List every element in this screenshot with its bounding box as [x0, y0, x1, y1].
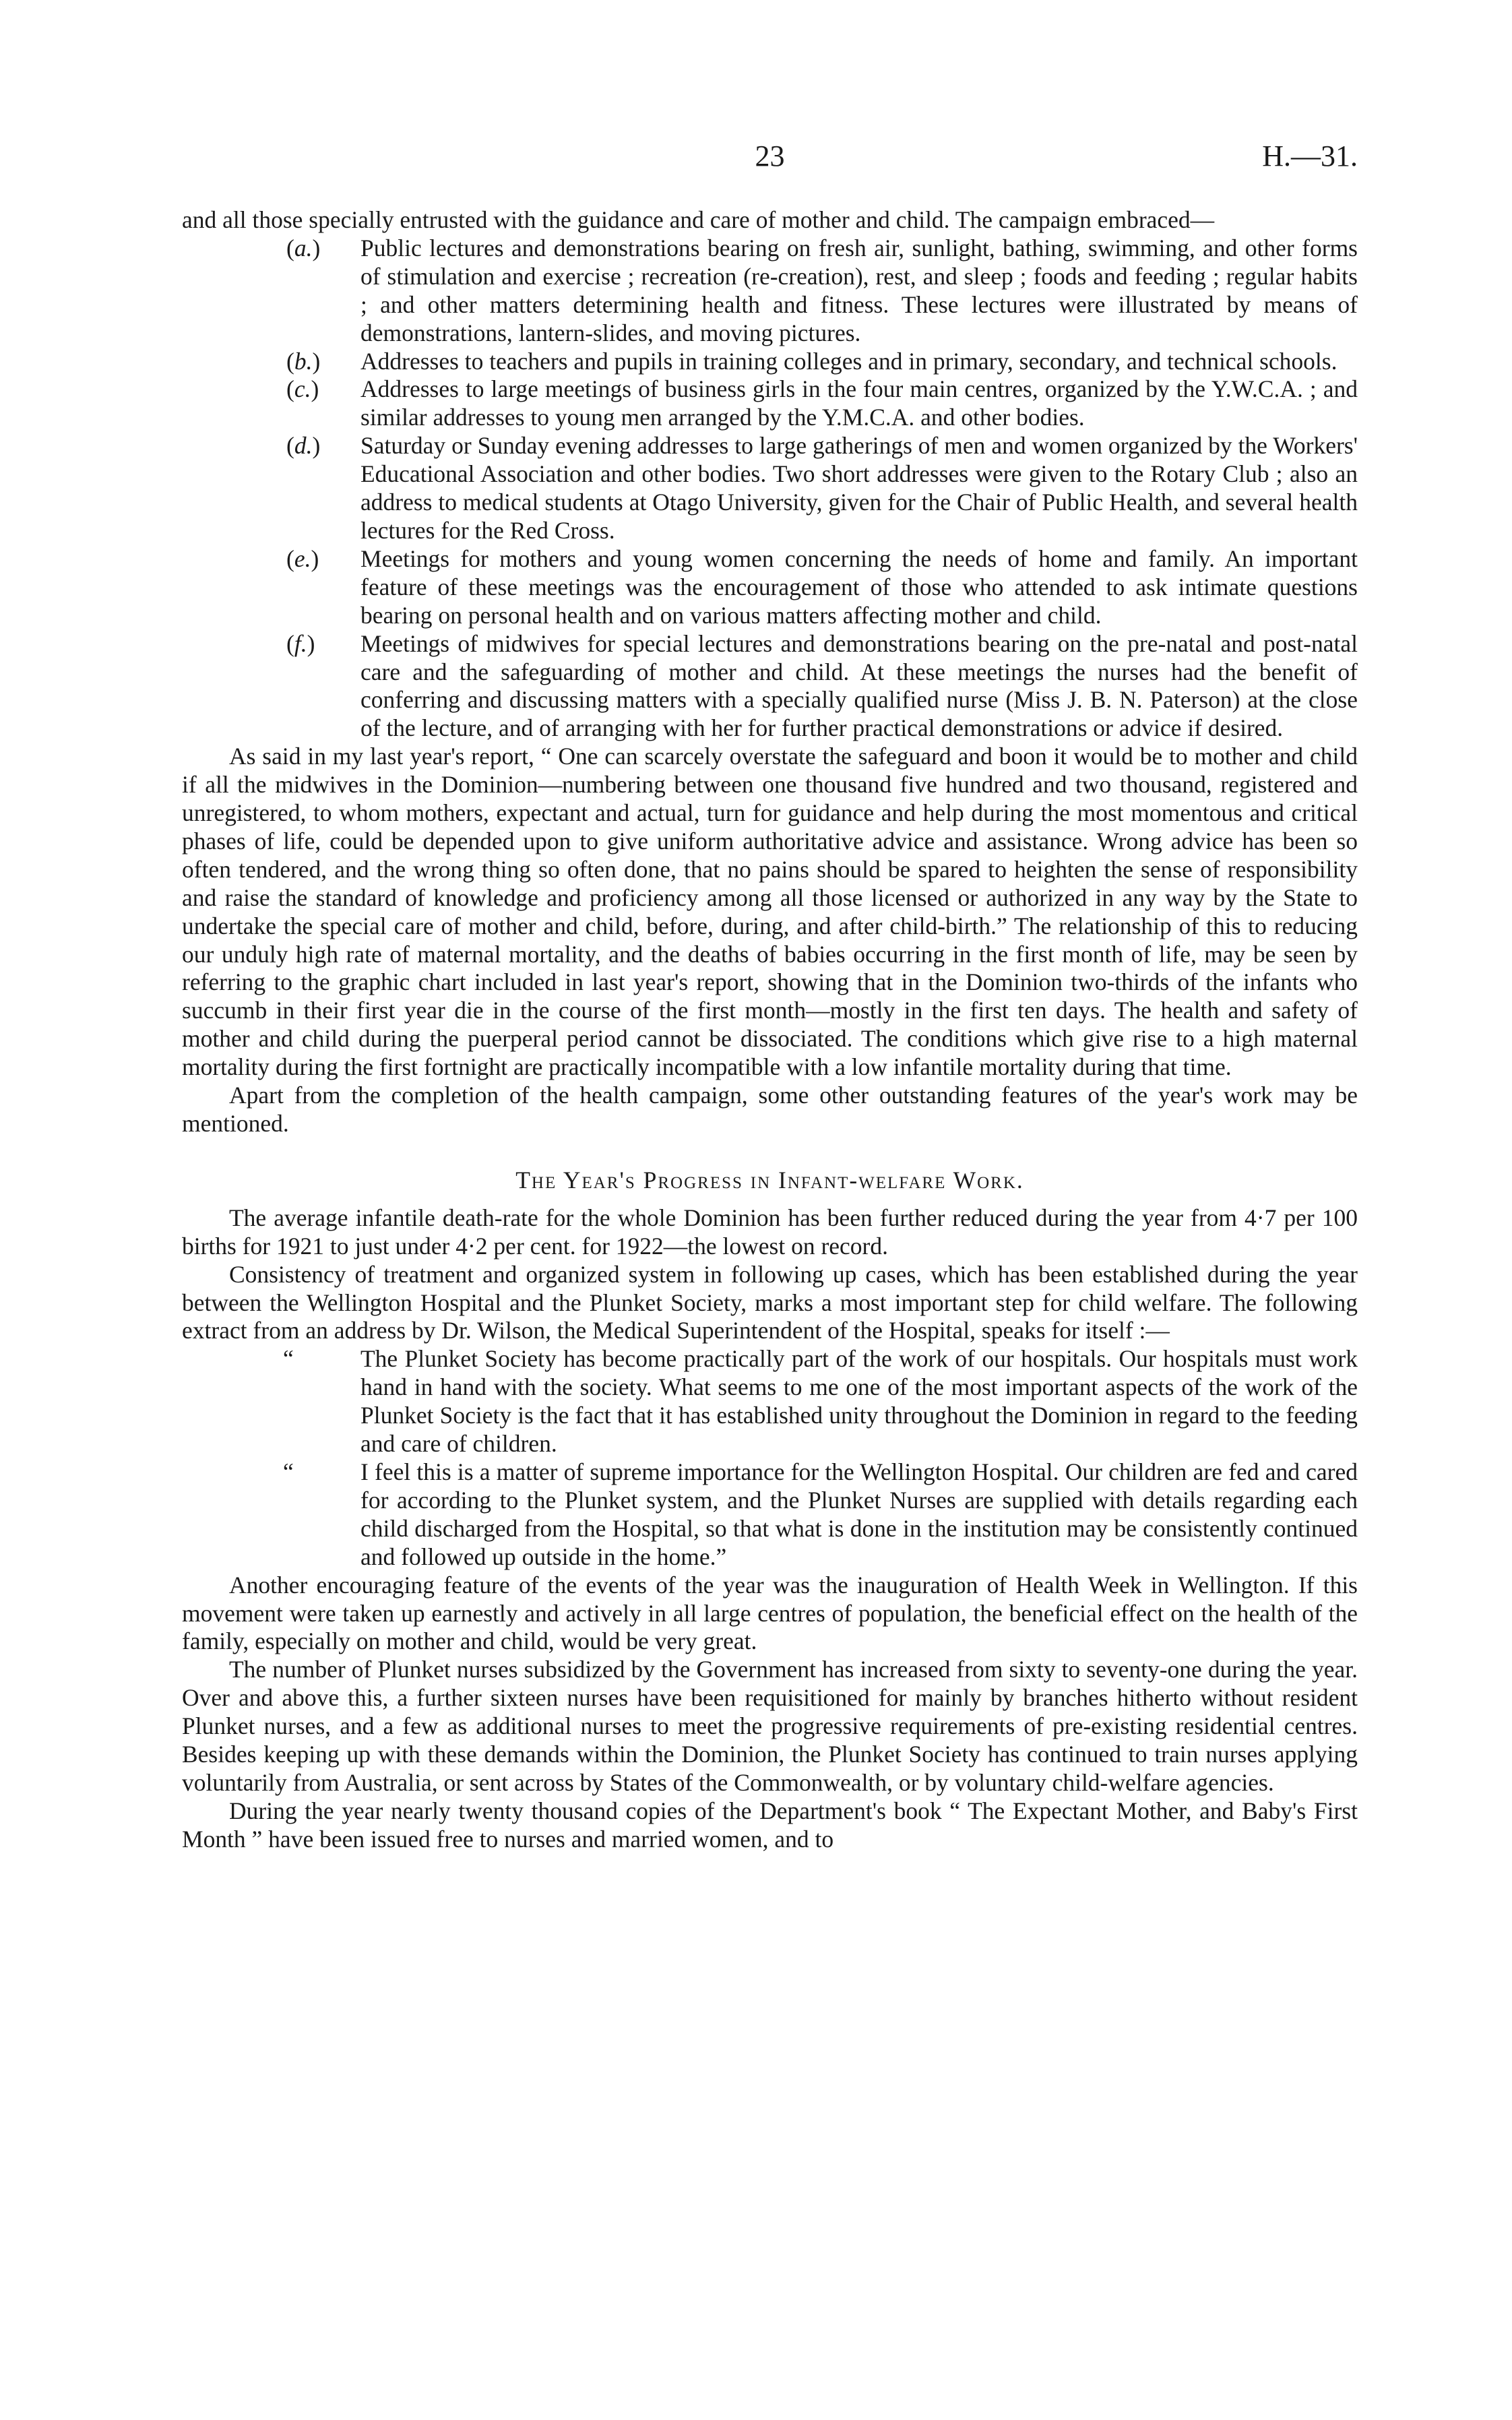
list-marker: (f.) [286, 629, 315, 657]
list-item [182, 545, 1358, 630]
intro-paragraph: and all those specially entrusted with the guidance and care of mother and child. The campaign embraced— [182, 206, 1215, 233]
list-item-text: Addresses to large meetings of business girls in the four main centres, organized by the Y.W.C.A. ; and similar addresses to young men arranged by the Y.M.C.A. and other bodies. [360, 375, 1358, 431]
list-item-text: Meetings of midwives for special lectures and demonstrations bearing on the pre-natal and post-natal care and the safeguarding of mother and child. At these meetings the nurses had the benefit of conferring and discussing matters with a specially qualified nurse (Miss J. B. N. Paterson) at the close of the lecture, and of arranging with her for further practical demonstrations or advice if desired. [360, 629, 1358, 742]
list-item-text: Public lectures and demonstrations bearing on fresh air, sunlight, bathing, swimming, and other forms of stimulation and exercise ; recreation (re-creation), rest, and sleep ; foods and feeding ; regular habits ; and other matters determining health and fitness. These lectures were illustrated by means of demonstrations, lantern-slides, and moving pictures. [360, 234, 1358, 346]
document-body [182, 206, 1358, 1854]
quote-mark: “ [283, 1458, 294, 1485]
paragraph: Consistency of treatment and organized system in following up cases, which has been established during the year between the Wellington Hospital and the Plunket Society, marks a most important step for child welfare. The following extract from an address by Dr. Wilson, the Medical Superintendent of the Hospital, speaks for itself :— [182, 1260, 1358, 1344]
paragraph: The average infantile death-rate for the whole Dominion has been further reduced during the year from 4·7 per 100 births for 1921 to just under 4·2 per cent. for 1922—the lowest on record. [182, 1204, 1358, 1260]
list-item [182, 348, 1358, 376]
paragraph: The number of Plunket nurses subsidized by the Government has increased from sixty to seventy-one during the year. Over and above this, a further sixteen nurses have been requisitioned for mainly by branches hitherto without resident Plunket nurses, and a few as additional nurses to meet the progressive requirements of pre-existing residential centres. Besides keeping up with these demands within the Dominion, the Plunket Society has continued to train nurses applying voluntarily from Australia, or sent across by States of the Commonwealth, or by voluntary child-welfare agencies. [182, 1656, 1358, 1796]
list-item [182, 630, 1358, 743]
list-item [182, 375, 1358, 432]
document-reference: H.—31. [1262, 139, 1358, 173]
list-item-text: Addresses to teachers and pupils in training colleges and in primary, secondary, and technical schools. [360, 347, 1337, 375]
quote-text: The Plunket Society has become practically part of the work of our hospitals. Our hospitals must work hand in hand with the society. What seems to me one of the most important aspects of the work of the Plunket Society is the fact that it has established unity throughout the Dominion in regard to the feeding and care of children. [360, 1345, 1358, 1458]
list-marker: (d.) [286, 432, 321, 460]
list-marker: (e.) [286, 545, 319, 572]
list-marker: (a.) [286, 234, 321, 261]
paragraph: As said in my last year's report, “ One can scarcely overstate the safeguard and boon it would be to mother and child if all the midwives in the Dominion—numbering between one thousand five hundred and two thousand, registered and unregistered, to whom mothers, expectant and actual, turn for guidance and help during the most momentous and critical phases of life, could be depended upon to give uniform authoritative advice and assistance. Wrong advice has been so often tendered, and the wrong thing so often done, that no pains should be spared to heighten the sense of responsibility and raise the standard of knowledge and proficiency among all those licensed or authorized in any way by the State to undertake the special care of mother and child, before, during, and after child-birth.” The relationship of this to reducing our unduly high rate of maternal mortality, and the deaths of babies occurring in the first month of life, may be seen by referring to the graphic chart included in last year's report, showing that in the Dominion two-thirds of the infants who succumb in their first year die in the course of the first month—mostly in the first ten days. The health and safety of mother and child during the puerperal period cannot be dissociated. The conditions which give rise to a high maternal mortality during the first fortnight are practically incompatible with a low infantile mortality during that time. [182, 743, 1358, 1081]
quote-mark: “ [283, 1345, 294, 1373]
list-item-text: Saturday or Sunday evening addresses to large gatherings of men and women organized by the Workers' Educational Association and other bodies. Two short addresses were given to the Rotary Club ; also an address to medical students at Otago University, given for the Chair of Public Health, and several health lectures for the Red Cross. [360, 432, 1358, 544]
quote-item [182, 1345, 1358, 1458]
paragraph: During the year nearly twenty thousand copies of the Department's book “ The Expectant Mother, and Baby's First Month ” have been issued free to nurses and married women, and to [182, 1797, 1358, 1853]
list-item [182, 432, 1358, 545]
list-item [182, 235, 1358, 348]
page-header [182, 132, 1358, 173]
quote-text: I feel this is a matter of supreme importance for the Wellington Hospital. Our children are fed and cared for according to the Plunket system, and the Plunket Nurses are supplied with details regarding each child discharged from the Hospital, so that what is done in the institution may be consistently continued and followed up outside in the home.” [360, 1458, 1358, 1570]
section-heading: The Year's Progress in Infant-welfare Work. [515, 1166, 1024, 1193]
list-item-text: Meetings for mothers and young women concerning the needs of home and family. An important feature of these meetings was the encouragement of those who attended to ask intimate questions bearing on personal health and on various matters affecting mother and child. [360, 545, 1358, 629]
quoted-extract [182, 1345, 1358, 1571]
page-number: 23 [755, 139, 785, 173]
paragraph: Apart from the completion of the health campaign, some other outstanding features of the year's work may be mentioned. [182, 1082, 1358, 1137]
quote-item [182, 1458, 1358, 1572]
list-marker: (b.) [286, 347, 321, 375]
campaign-list [182, 235, 1358, 743]
list-marker: (c.) [286, 375, 319, 403]
paragraph: Another encouraging feature of the events of the year was the inauguration of Health Week in Wellington. If this movement were taken up earnestly and actively in all large centres of population, the beneficial effect on the health of the family, especially on mother and child, would be very great. [182, 1571, 1358, 1655]
